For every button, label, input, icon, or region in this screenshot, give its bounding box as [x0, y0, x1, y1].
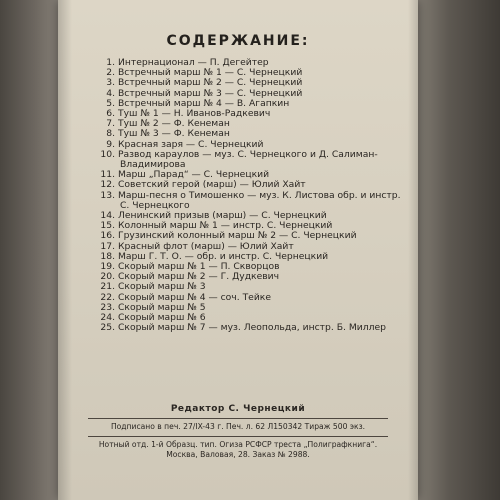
editor-credit: Редактор С. Чернецкий [170, 404, 306, 414]
toc-item-text: Скорый марш № 4 — соч. Тейке [118, 291, 272, 303]
imprint-line: Нотный отд. 1-й Образц. тип. Огиза РСФСР треста „Полиграфкнига“. [98, 440, 378, 449]
toc-item-text: Встречный марш № 1 — С. Чернецкий [118, 67, 303, 79]
toc-item-text: Марш „Парад“ — С. Чернецкий [118, 169, 270, 181]
page-title: СОДЕРЖАНИЕ: [166, 33, 310, 49]
toc-item-text: Красная заря — С. Чернецкий [118, 138, 264, 150]
toc-item-number: 1. [106, 57, 115, 68]
toc-item-text: Скорый марш № 7 — муз. Леопольда, инстр. Б. Миллер [118, 322, 386, 334]
toc-item-number: 2. [106, 67, 115, 79]
toc-item-number: 11. [100, 169, 115, 181]
toc-item-number: 12. [100, 179, 115, 191]
toc-item-number: 21. [100, 281, 115, 293]
toc-item-number: 16. [100, 230, 115, 242]
toc-item-number: 5. [106, 97, 115, 109]
toc-item-text: Марш-песня о Тимошенко — муз. К. Листова обр. и инстр. [118, 189, 401, 201]
divider [88, 418, 388, 419]
toc-item [98, 323, 408, 333]
toc-item-number: 6. [106, 108, 115, 120]
toc-item-number: 24. [100, 312, 115, 324]
toc-item-text: Скорый марш № 5 [118, 301, 206, 313]
background-right [408, 0, 500, 500]
toc-item-number: 18. [100, 250, 115, 262]
toc-item-number: 3. [106, 77, 115, 89]
toc-item-text: Скорый марш № 2 — Г. Дудкевич [118, 271, 280, 283]
toc-item-text: Туш № 3 — Ф. Кенеман [118, 128, 230, 140]
toc-item-number: 8. [106, 128, 115, 140]
toc-item-text: Встречный марш № 3 — С. Чернецкий [118, 87, 303, 99]
toc-item-number: 10. [100, 148, 115, 160]
toc-item-text: Колонный марш № 1 — инстр. С. Чернецкий [118, 220, 333, 232]
toc-item-text: Туш № 1 — Н. Иванов-Радкевич [118, 108, 271, 120]
toc-item-text: Ленинский призыв (марш) — С. Чернецкий [118, 210, 327, 222]
toc-item-number: 20. [100, 271, 115, 283]
toc-item-number: 13. [100, 189, 115, 201]
toc-item-number: 22. [100, 291, 115, 303]
table-of-contents [98, 58, 408, 333]
toc-item-text: Скорый марш № 1 — П. Скворцов [118, 261, 280, 273]
toc-item-number: 4. [106, 87, 115, 99]
background-left [0, 0, 62, 500]
imprint-footer [88, 404, 388, 460]
toc-item-text: Туш № 2 — Ф. Кенеман [118, 118, 230, 130]
toc-item-number: 7. [106, 118, 115, 130]
toc-item-number: 9. [106, 138, 115, 150]
toc-item-number: 23. [100, 301, 115, 313]
toc-item-text: Советский герой (марш) — Юлий Хайт [118, 179, 306, 191]
toc-item-text: Марш Г. Т. О. — обр. и инстр. С. Чернецкий [118, 250, 329, 262]
toc-item-text: Встречный марш № 4 — В. Агапкин [118, 97, 290, 109]
toc-item-text: Развод караулов — муз. С. Чернецкого и Д. Салиман- [118, 148, 378, 160]
toc-item-text: Красный флот (марш) — Юлий Хайт [118, 240, 294, 252]
toc-item-text: Скорый марш № 3 [118, 281, 206, 293]
divider [88, 436, 388, 437]
toc-item-text: Грузинский колонный марш № 2 — С. Чернецкий [118, 230, 357, 242]
imprint-line: Москва, Валовая, 28. Заказ № 2988. [166, 450, 310, 459]
toc-item-continuation: Владимирова [120, 159, 186, 171]
toc-item-number: 14. [100, 210, 115, 222]
toc-item-number: 19. [100, 261, 115, 273]
toc-item-number: 17. [100, 240, 115, 252]
toc-item-text: Интернационал — П. Дегейтер [118, 57, 269, 68]
toc-item-number: 15. [100, 220, 115, 232]
toc-item-number: 25. [100, 322, 115, 334]
toc-item-continuation: С. Чернецкого [120, 199, 190, 211]
imprint-line: Подписано в печ. 27/IX-43 г. Печ. л. 62 Л150342 Тираж 500 экз. [110, 422, 366, 431]
toc-item-text: Встречный марш № 2 — С. Чернецкий [118, 77, 303, 89]
toc-item-text: Скорый марш № 6 [118, 312, 206, 324]
document-page [58, 0, 418, 500]
